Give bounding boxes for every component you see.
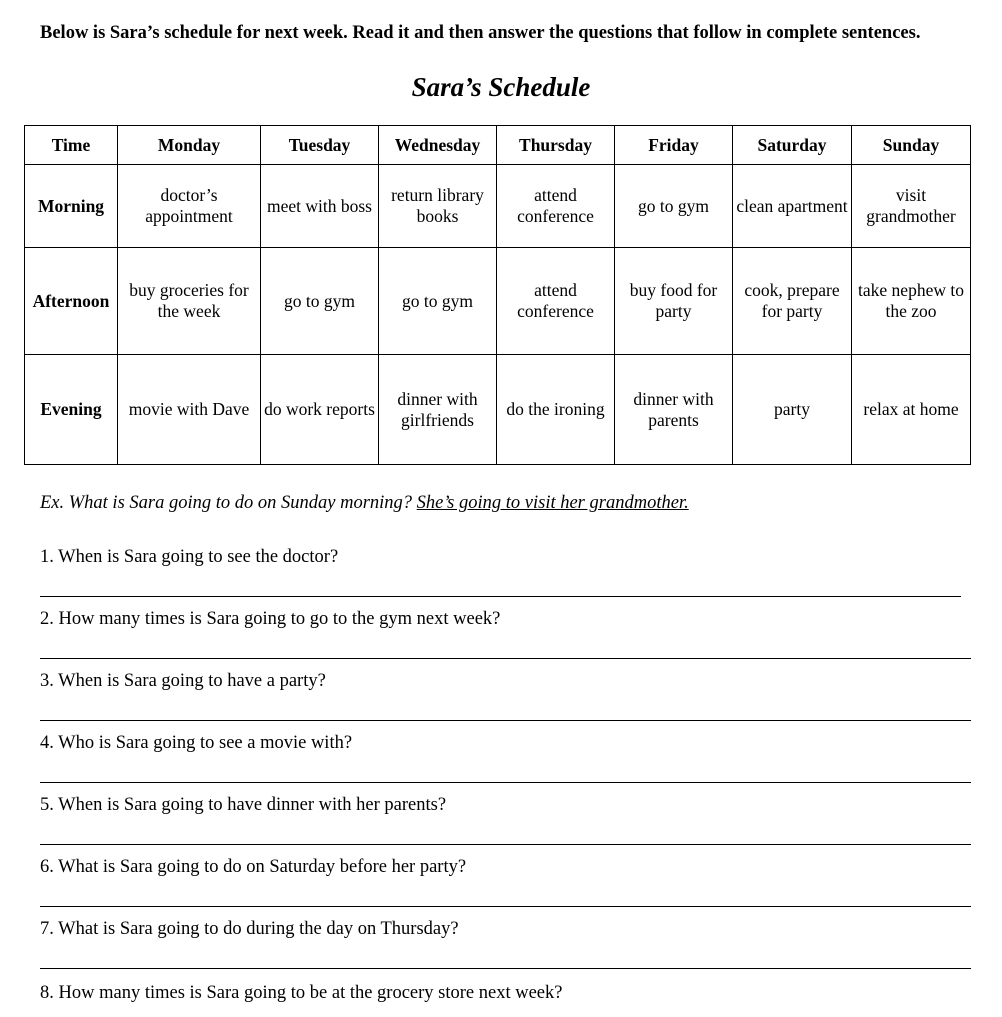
table-cell: clean apartment [733, 165, 852, 248]
header-cell-sunday: Sunday [852, 126, 971, 165]
table-cell: take nephew to the zoo [852, 248, 971, 355]
header-cell-thursday: Thursday [497, 126, 615, 165]
answer-line-6[interactable] [40, 906, 971, 907]
table-cell: dinner with girlfriends [379, 355, 497, 465]
answer-line-3[interactable] [40, 720, 971, 721]
header-cell-wednesday: Wednesday [379, 126, 497, 165]
answer-line-7[interactable] [40, 968, 971, 969]
example-question-text: Ex. What is Sara going to do on Sunday morning? [40, 493, 413, 513]
table-cell: meet with boss [261, 165, 379, 248]
table-row-morning [25, 165, 971, 248]
table-cell: attend conference [497, 165, 615, 248]
table-cell: do work reports [261, 355, 379, 465]
table-cell: go to gym [261, 248, 379, 355]
header-cell-time: Time [25, 126, 118, 165]
table-cell: attend conference [497, 248, 615, 355]
instructions-text: Below is Sara’s schedule for next week. Read it and then answer the questions that follow in complete sentences. [40, 23, 921, 43]
header-cell-friday: Friday [615, 126, 733, 165]
answer-line-5[interactable] [40, 844, 971, 845]
table-cell: go to gym [379, 248, 497, 355]
table-row-afternoon [25, 248, 971, 355]
question-5: 5. When is Sara going to have dinner with her parents? [40, 795, 447, 815]
table-cell: relax at home [852, 355, 971, 465]
table-header-row [25, 126, 971, 165]
table-cell: doctor’s appointment [118, 165, 261, 248]
table-cell: buy groceries for the week [118, 248, 261, 355]
table-cell: movie with Dave [118, 355, 261, 465]
page-title: Sara’s Schedule [411, 72, 591, 102]
table-cell: do the ironing [497, 355, 615, 465]
question-7: 7. What is Sara going to do during the day on Thursday? [40, 919, 459, 939]
question-4: 4. Who is Sara going to see a movie with? [40, 733, 353, 753]
table-cell: buy food for party [615, 248, 733, 355]
schedule-table [24, 125, 971, 465]
answer-line-4[interactable] [40, 782, 971, 783]
table-cell: return library books [379, 165, 497, 248]
header-cell-tuesday: Tuesday [261, 126, 379, 165]
table-cell: go to gym [615, 165, 733, 248]
question-1: 1. When is Sara going to see the doctor? [40, 547, 339, 567]
table-cell: dinner with parents [615, 355, 733, 465]
table-cell: party [733, 355, 852, 465]
question-6: 6. What is Sara going to do on Saturday before her party? [40, 857, 467, 877]
row-label-morning: Morning [25, 165, 118, 248]
row-label-evening: Evening [25, 355, 118, 465]
table-cell: visit grandmother [852, 165, 971, 248]
question-8: 8. How many times is Sara going to be at the grocery store next week? [40, 983, 563, 1003]
answer-line-1[interactable] [40, 596, 961, 597]
example-question [40, 490, 689, 516]
header-cell-saturday: Saturday [733, 126, 852, 165]
row-label-afternoon: Afternoon [25, 248, 118, 355]
example-answer: She’s going to visit her grandmother. [416, 493, 689, 513]
table-row-evening [25, 355, 971, 465]
table-cell: cook, prepare for party [733, 248, 852, 355]
answer-line-2[interactable] [40, 658, 971, 659]
question-3: 3. When is Sara going to have a party? [40, 671, 326, 691]
question-2: 2. How many times is Sara going to go to the gym next week? [40, 609, 501, 629]
header-cell-monday: Monday [118, 126, 261, 165]
